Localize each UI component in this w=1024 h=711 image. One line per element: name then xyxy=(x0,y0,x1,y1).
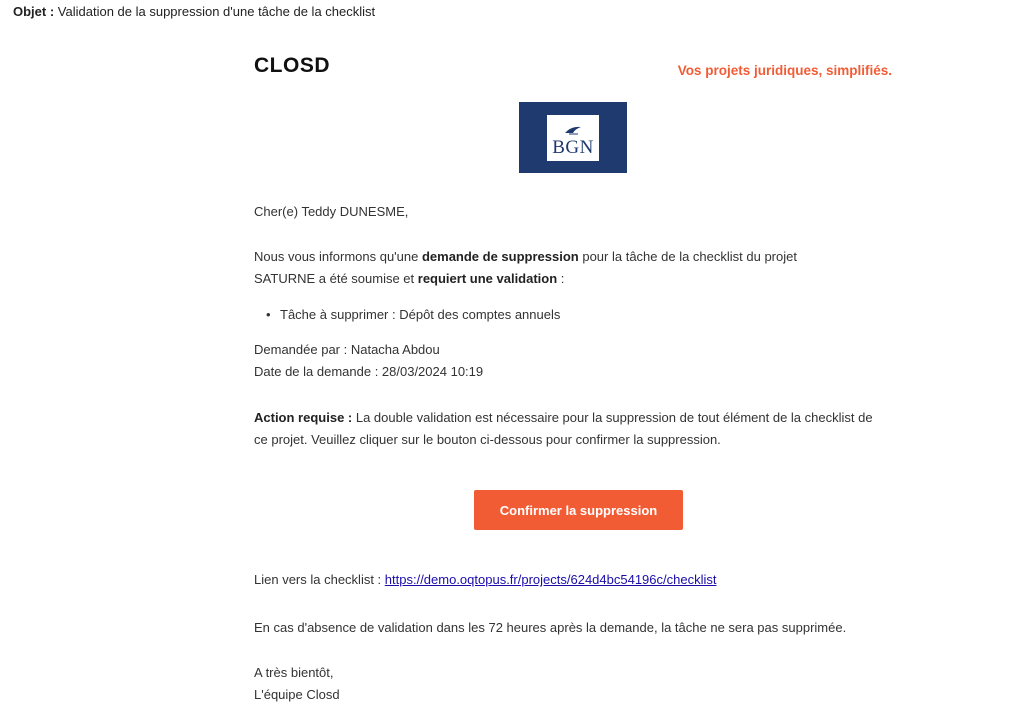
client-logo-inner xyxy=(547,115,599,161)
checklist-link-line xyxy=(254,569,716,591)
client-logo xyxy=(519,102,627,173)
bird-emblem-icon xyxy=(563,124,583,136)
intro-bold2: requiert une validation xyxy=(417,271,558,286)
checklist-link[interactable]: https://demo.oqtopus.fr/projects/624d4bc54196c/checklist xyxy=(384,572,717,587)
subject-label: Objet : xyxy=(13,4,55,19)
request-date: Date de la demande : 28/03/2024 10:19 xyxy=(254,364,484,379)
closing xyxy=(254,662,340,706)
closing-line-2: L'équipe Closd xyxy=(254,687,340,702)
closing-line-1: A très bientôt, xyxy=(254,665,334,680)
tagline: Vos projets juridiques, simplifiés. xyxy=(677,63,892,78)
requested-by: Demandée par : Natacha Abdou xyxy=(254,342,440,357)
action-required xyxy=(254,407,874,451)
subject-value: Validation de la suppression d'une tâche de la checklist xyxy=(57,4,376,19)
intro-part1: Nous vous informons qu'une xyxy=(254,249,422,264)
request-meta xyxy=(254,339,483,383)
action-label: Action requise : xyxy=(254,410,353,425)
intro-part2: pour la tâche de la checklist du projet SATURNE a été soumise et xyxy=(254,249,797,286)
greeting: Cher(e) Teddy DUNESME, xyxy=(254,204,409,219)
client-logo-text: BGN xyxy=(552,136,594,158)
closd-logo: CLOSD xyxy=(254,54,330,77)
email-subject xyxy=(13,4,375,19)
intro-paragraph xyxy=(254,246,854,290)
intro-bold1: demande de suppression xyxy=(421,249,579,264)
action-text: La double validation est nécessaire pour la suppression de tout élément de la checklist de ce projet. Veuillez cliquer sur le bouton ci-dessous pour confirmer la suppression. xyxy=(254,410,873,447)
intro-part3: : xyxy=(557,271,565,286)
absence-notice: En cas d'absence de validation dans les 72 heures après la demande, la tâche ne sera pas supprimée. xyxy=(254,620,847,635)
link-prefix: Lien vers la checklist : xyxy=(254,572,385,587)
task-list xyxy=(280,304,560,326)
confirm-deletion-button[interactable]: Confirmer la suppression xyxy=(474,490,683,530)
list-item: • Tâche à supprimer : Dépôt des comptes annuels xyxy=(280,304,560,326)
